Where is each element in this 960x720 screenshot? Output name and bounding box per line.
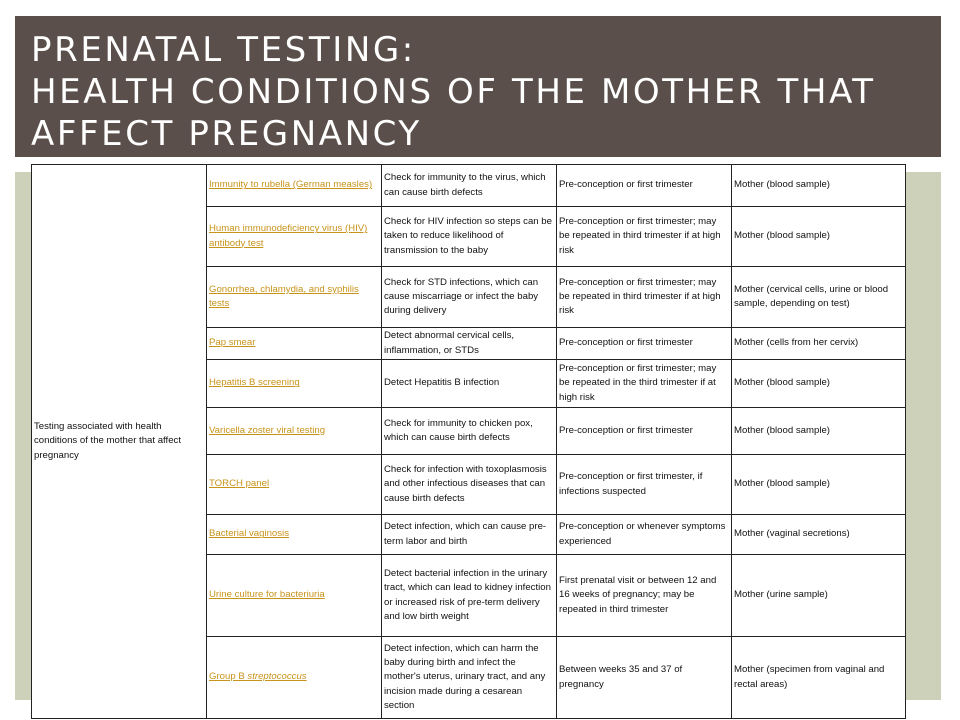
purpose-cell: Detect bacterial infection in the urinary tract, which can lead to kidney infection or increased risk of pre-term delivery and low birth weight — [382, 555, 557, 637]
test-link[interactable]: Pap smear — [209, 337, 256, 349]
test-name-cell — [207, 455, 382, 515]
sample-cell: Mother (urine sample) — [732, 555, 906, 637]
test-name-cell — [207, 267, 382, 328]
timing-cell: Pre-conception or first trimester — [557, 165, 732, 207]
test-link[interactable] — [209, 671, 307, 682]
timing-cell: Pre-conception or first trimester, if infections suspected — [557, 455, 732, 515]
slide-title-line-1: PRENATAL TESTING: — [31, 30, 416, 70]
sample-cell: Mother (cells from her cervix) — [732, 328, 906, 360]
test-link[interactable]: Gonorrhea, chlamydia, and syphilis tests — [209, 283, 359, 309]
sample-cell: Mother (blood sample) — [732, 165, 906, 207]
purpose-cell: Check for immunity to chicken pox, which can cause birth defects — [382, 408, 557, 455]
test-name-cell — [207, 207, 382, 267]
test-name-cell — [207, 515, 382, 555]
sample-cell: Mother (specimen from vaginal and rectal areas) — [732, 637, 906, 719]
test-link[interactable]: Varicella zoster viral testing — [209, 424, 326, 436]
timing-cell: Between weeks 35 and 37 of pregnancy — [557, 637, 732, 719]
purpose-cell: Detect Hepatitis B infection — [382, 360, 557, 408]
timing-cell: Pre-conception or first trimester; may be repeated in third trimester if at high risk — [557, 207, 732, 267]
test-name-cell — [207, 637, 382, 719]
sample-cell: Mother (blood sample) — [732, 360, 906, 408]
test-name-cell — [207, 328, 382, 360]
purpose-cell: Check for immunity to the virus, which can cause birth defects — [382, 165, 557, 207]
test-name-cell — [207, 408, 382, 455]
purpose-cell: Detect infection, which can harm the baby during birth and infect the mother's uterus, urinary tract, and any incision made during a cesarean section — [382, 637, 557, 719]
purpose-cell: Check for STD infections, which can cause miscarriage or infect the baby during delivery — [382, 267, 557, 328]
purpose-cell: Detect infection, which can cause pre-term labor and birth — [382, 515, 557, 555]
slide-title-line-2: HEALTH CONDITIONS OF THE MOTHER THAT — [31, 72, 876, 112]
test-link[interactable]: Human immunodeficiency virus (HIV) antibody test — [209, 223, 368, 249]
test-link[interactable]: Bacterial vaginosis — [209, 528, 289, 540]
sample-cell: Mother (cervical cells, urine or blood sample, depending on test) — [732, 267, 906, 328]
category-cell: Testing associated with health conditions of the mother that affect pregnancy — [32, 165, 207, 719]
timing-cell: Pre-conception or whenever symptoms experienced — [557, 515, 732, 555]
table-row — [32, 165, 906, 207]
test-link[interactable]: TORCH panel — [209, 478, 270, 490]
purpose-cell: Check for HIV infection so steps can be taken to reduce likelihood of transmission to the baby — [382, 207, 557, 267]
timing-cell: Pre-conception or first trimester; may be repeated in third trimester if at high risk — [557, 267, 732, 328]
test-link[interactable]: Immunity to rubella (German measles) — [209, 179, 373, 191]
sample-cell: Mother (blood sample) — [732, 455, 906, 515]
sample-cell: Mother (blood sample) — [732, 408, 906, 455]
timing-cell: Pre-conception or first trimester — [557, 408, 732, 455]
sample-cell: Mother (blood sample) — [732, 207, 906, 267]
timing-cell: Pre-conception or first trimester — [557, 328, 732, 360]
test-name-cell — [207, 165, 382, 207]
prenatal-testing-table — [31, 164, 906, 719]
purpose-cell: Check for infection with toxoplasmosis and other infectious diseases that can cause birth defects — [382, 455, 557, 515]
test-link[interactable]: Urine culture for bacteriuria — [209, 589, 325, 601]
test-link[interactable]: Hepatitis B screening — [209, 377, 300, 389]
purpose-cell: Detect abnormal cervical cells, inflammation, or STDs — [382, 328, 557, 360]
slide-title-line-3: AFFECT PREGNANCY — [31, 114, 422, 154]
timing-cell: Pre-conception or first trimester; may be repeated in the third trimester if at high risk — [557, 360, 732, 408]
test-link-prefix: Group B — [209, 671, 248, 683]
test-link-italic: streptococcus — [247, 671, 307, 683]
sample-cell: Mother (vaginal secretions) — [732, 515, 906, 555]
test-name-cell — [207, 555, 382, 637]
test-name-cell — [207, 360, 382, 408]
title-banner — [15, 16, 941, 157]
timing-cell: First prenatal visit or between 12 and 16 weeks of pregnancy; may be repeated in third trimester — [557, 555, 732, 637]
